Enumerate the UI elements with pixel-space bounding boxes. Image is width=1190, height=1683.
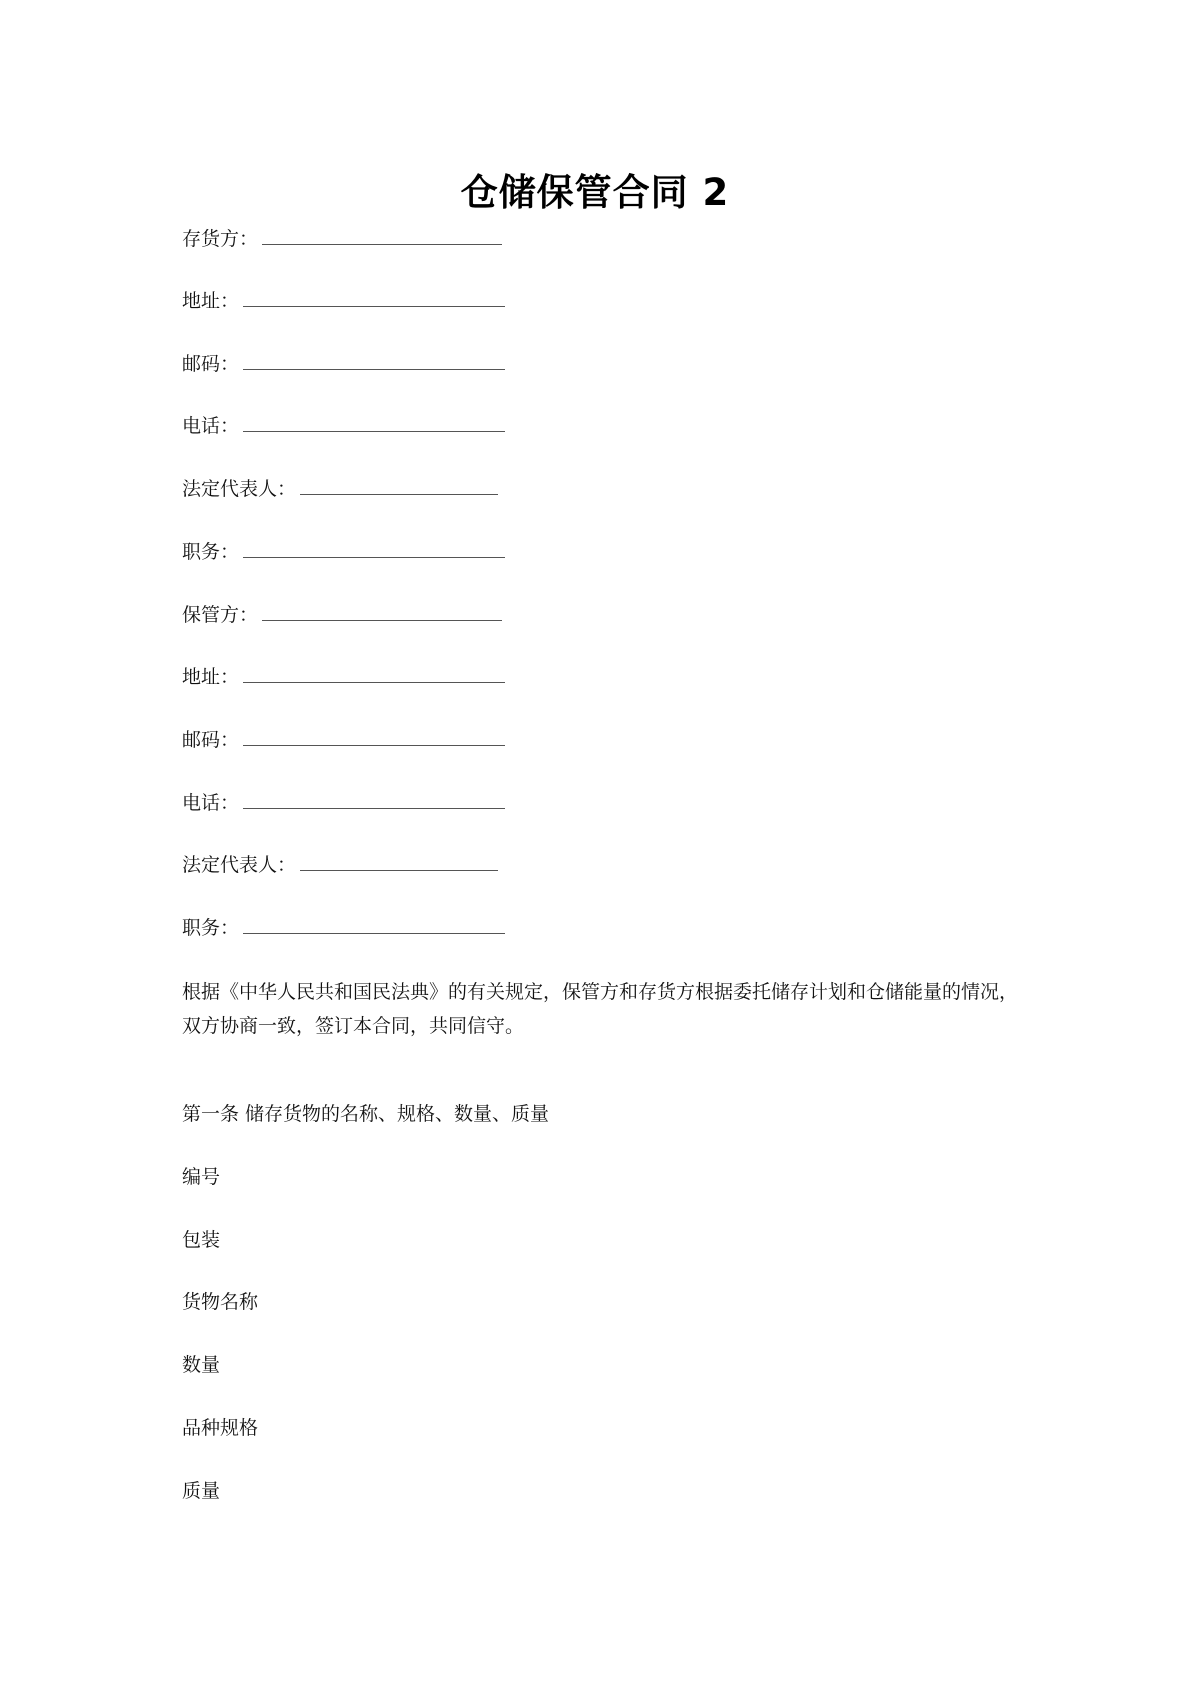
field-label: 职务： [182, 917, 240, 939]
document-title: 仓储保管合同 2 [460, 171, 730, 214]
blank-line[interactable] [243, 913, 505, 934]
blank-line[interactable] [243, 411, 505, 432]
blank-line[interactable] [300, 474, 498, 495]
field-phone [182, 411, 505, 439]
field-depositor [182, 224, 502, 252]
blank-line[interactable] [262, 600, 502, 621]
item-specification: 品种规格 [182, 1417, 259, 1439]
field-label: 电话： [182, 792, 240, 814]
field-address [182, 286, 505, 314]
field-label: 邮码： [182, 353, 240, 375]
field-label: 保管方： [182, 604, 259, 626]
field-label: 法定代表人： [182, 854, 297, 876]
field-label: 地址： [182, 666, 240, 688]
field-address [182, 662, 505, 690]
field-label: 存货方： [182, 228, 259, 250]
field-postcode [182, 349, 505, 377]
field-label: 电话： [182, 415, 240, 437]
item-quality: 质量 [182, 1480, 221, 1502]
field-label: 职务： [182, 541, 240, 563]
field-position [182, 537, 505, 565]
field-label: 邮码： [182, 729, 240, 751]
blank-line[interactable] [243, 725, 505, 746]
blank-line[interactable] [243, 286, 505, 307]
field-position [182, 913, 505, 941]
blank-line[interactable] [300, 850, 498, 871]
field-postcode [182, 725, 505, 753]
field-phone [182, 788, 505, 816]
article-1-heading: 第一条 储存货物的名称、规格、数量、质量 [182, 1103, 550, 1125]
item-number: 编号 [182, 1166, 221, 1188]
field-label: 法定代表人： [182, 478, 297, 500]
item-quantity: 数量 [182, 1354, 221, 1376]
field-custodian [182, 600, 502, 628]
item-goods-name: 货物名称 [182, 1291, 259, 1313]
field-label: 地址： [182, 290, 240, 312]
blank-line[interactable] [262, 224, 502, 245]
field-legal-rep [182, 474, 498, 502]
preamble-paragraph: 根据《中华人民共和国民法典》的有关规定，保管方和存货方根据委托储存计划和仓储能量的情况，双方协商一致，签订本合同，共同信守。 [182, 981, 1019, 1037]
blank-line[interactable] [243, 537, 505, 558]
blank-line[interactable] [243, 349, 505, 370]
blank-line[interactable] [243, 788, 505, 809]
field-legal-rep [182, 850, 498, 878]
blank-line[interactable] [243, 662, 505, 683]
item-packaging: 包装 [182, 1229, 221, 1251]
